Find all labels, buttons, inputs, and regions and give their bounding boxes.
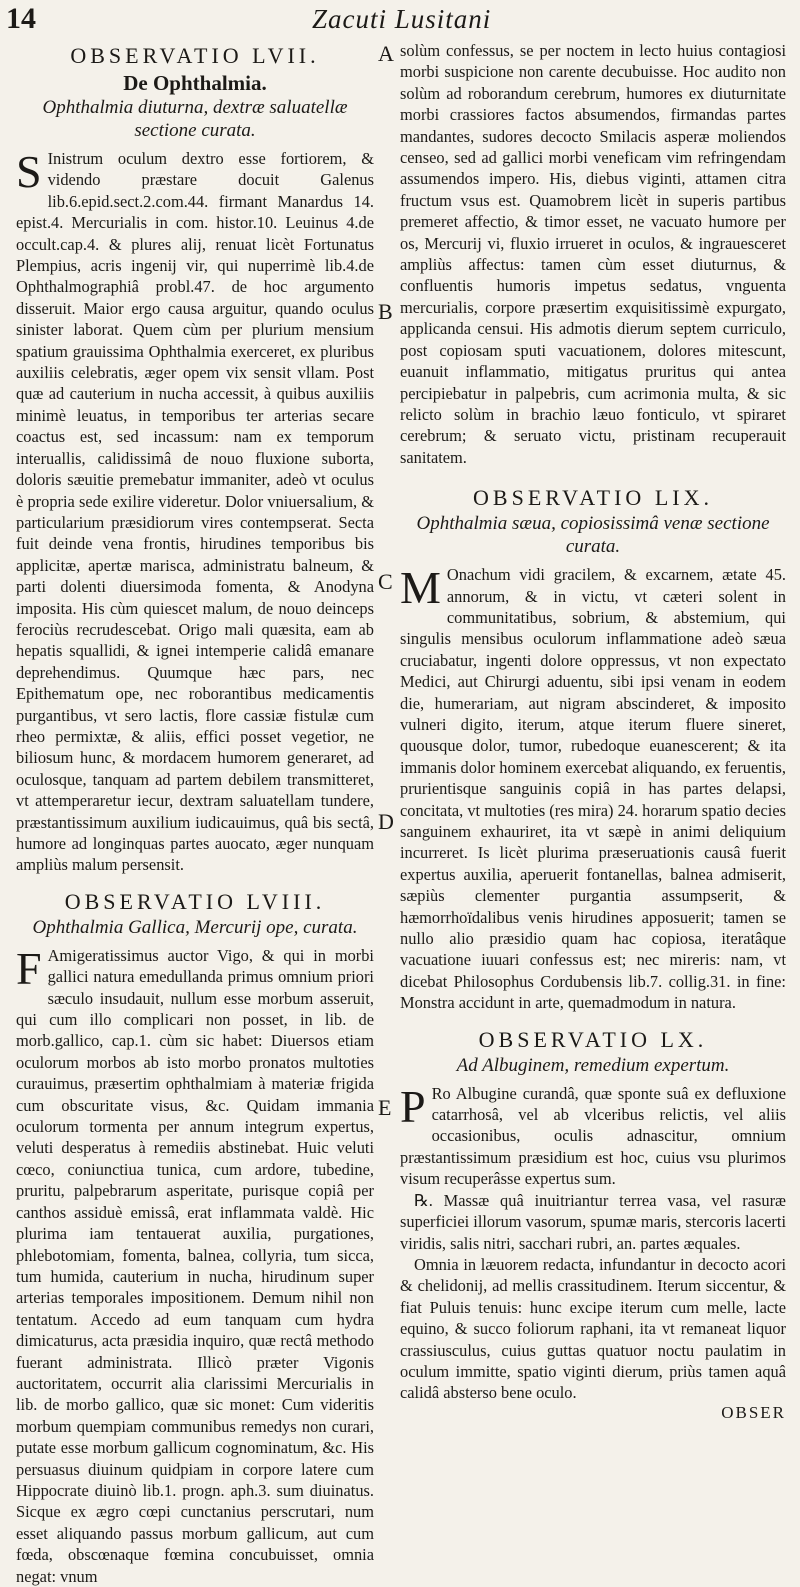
obs58-dropcap: F [16,942,42,994]
obs57-title: De Ophthalmia. [123,71,267,95]
obs60-recipe: ℞. Massæ quâ inuitriantur terrea vasa, vel rasuræ superficiei illorum vasorum, spumæ maris, stercoris lacerti viridis, salis nitri, sacchari rubri, an. partes æquales. [400,1190,786,1253]
obs59-heading: OBSERVATIO LIX. [473,485,713,511]
left-column [16,40,374,1586]
obs59-body [400,564,786,1014]
obs59-subtitle: Ophthalmia sæua, copiosissimâ venæ sectione curata. [416,513,770,558]
obs57-body [16,148,374,876]
margin-letter-d: D [378,809,394,834]
obs59-dropcap: M [400,562,441,614]
obs60-heading: OBSERVATIO LX. [478,1026,708,1052]
obs58-continuation: solùm confessus, se per noctem in lecto huius contagiosi morbi suspicione non carente decubuisse. Hoc audito non solùm ad roborandum cerebrum, humores ex diuturnitate morbi crassiores factos absumendos, firmandas partes mandantes, sudores decocto Smilacis asperæ moliendos censeo, sed ad gallici morbi veneficam vim refringendam assumendos impero. His, diebus viginti, attamen citra fructum vsus est. Quamobrem licèt in superis partibus premeret affectio, & timor esset, ne vacuato humore per os, Mercurij vi, fluxio irrueret in oculos, & ingrauesceret ampliùs affectus: tamen cùm esset diuturnus, & confluentis humoris impetus sedatus, vnguenta mercurialis, corpore præsertim exquisitissimè expurgato, applicanda censui. His admotis dierum septem curriculo, post copiosam sputi vacuationem, dolores mitescunt, euanuit inflammatio, mitigatus pruritus qui antea percipiebatur in palpebris, cum acrimonia multa, & sic relicto solùm in brachio læuo fonticulo, vt spiraret cerebrum; & seruato victu, pristinam recuperauit sanitatem. [400,41,786,467]
running-title: Zacuti Lusitani [312,4,492,34]
obs60-dropcap: P [400,1080,426,1132]
obs57-subtitle: Ophthalmia diuturna, dextræ saluatellæ sectione curata. [42,97,348,141]
running-head [0,0,800,42]
obs57-dropcap: S [16,146,42,197]
obs58-text: Amigeratissimus auctor Vigo, & qui in morbi gallici natura emedullanda primus omnium priori sæculo insudauit, nullum esse morbum asseruit, qui cum illo complicari non posset, in lib. de morb.gallico, cap.1. cùm sic habet: Diuersos etiam oculorum morbos ab isto morbo pronatos multoties curauimus, præsertim ophthalmiam à materiæ frigida cum obscuritate visus, &c. Quidam immania oculorum tormenta per annum integrum expertus, veluti desperatus à remediis abstinebat. Huic veluti cœco, coniunctiua tunica, cum ardore, tubedine, pruritu, palpebrarum asperitate, purisque copiâ per canthos assiduè emissâ, erat inflammata valdè. Hic plurima iam tentauerat auxilia, purgationes, phlebotomiam, fomenta, balnea, collyria, tum sicca, tum humida, cauterium in nucha, hirudinum super arterias temporales impositionem. Demum nihil non tentatum. Accedo ad eum tanquam cum hydra dimicaturus, acta præsidia inquiro, quæ rectâ methodo fuerant administrata. Illicò præter Vigonis auctoritatem, occurrit alia clarissimi Mercurialis in lib. de morbo gallico, quæ sic monet: Cum videritis morbum quempiam communibus remedys non curari, putate esse morbum gallicum cognominatum, &c. His persuasus diuinum quidpiam in corpore latere cum Hippocrate diuinò lib.1. progn. aph.3. sum diuinatus. Sicque ex ægro cœpi cunctanius perscrutari, num esset aliquando passus morbum gallicum, aut cum fœda, obscœnaque fœmina concubuisset, omnia negat: vnum [16,945,374,1586]
margin-letter-a: A [378,41,394,66]
right-column [400,40,786,1425]
margin-letter-c: C [378,569,393,594]
obs58-body [16,942,374,1587]
obs60-subtitle: Ad Albuginem, remedium expertum. [456,1054,730,1076]
margin-letter-b: B [378,299,393,324]
obs58-heading: OBSERVATIO LVIII. [64,888,326,914]
catchword: OBSER [721,1403,786,1422]
obs59-text: Onachum vidi gracilem, & excarnem, ætate 45. annorum, & in victu, vt cæteri solent in communitatibus, sobrium, & abstemium, qui singulis mensibus oculorum inflammatione adeò sæua cruciabatur, ingenti dolore oppressus, vt non expectato Medici, aut Chirurgi aduentu, sibi ipsi venam in eodem die, humerariam, aut nigram abscinderet, & imposito vulneri digito, iterum, atque iterum fluere sineret, quousque dolor, tumor, rubedoque euanescerent; & ita immanis dolor hominem exercebat aliquando, ex feruentis, prurientisque sanguinis copiâ in has partes delapsi, concitata, vt multoties (res mira) 24. horarum spatio decies sanguinem exhauriret, ita vt sæpè in animi deliquium incurreret. Is licèt plurima præseruationis causâ fuerit expertus auxilia, aperuerit fontanellas, balnea admiserit, sæpiùs clementer purgantia assumpserit, & hæmorrhoïdalibus venis hirudines apposuerit; tamen se nullo alio præsidio quam hac copiosa, iteratâque vacuatione iuuari confessus est; nec mireris: nam, vt dicebat Philosophus Cordubensis lib.7. collig.31. in fine: Monstra accidunt in arte, quemadmodum in natura. [400,565,786,1013]
obs60-body [400,1080,786,1190]
obs60-preparation: Omnia in læuorem redacta, infundantur in decocto acori & chelidonij, ad mellis crassitudinem. Iterum siccentur, & fiat Puluis tenuis: hunc excipe iterum cum melle, lacte equino, & succo foliorum raphani, ita vt remaneat liquor crassiusculus, cuius guttas quatuor noctu paulatim in oculum immitte, spatio viginti dierum, priùs tamen aquâ calidâ absterso bene oculo. [400,1254,786,1403]
obs57-heading: OBSERVATIO LVII. [70,43,320,68]
obs60-text: Ro Albugine curandâ, quæ sponte suâ ex defluxione catarrhosâ, vel ab vlceribus relictis, vel aliis occasionibus, oculis adnascitur, omnium præstantissimum præsidium est hoc, cuius vsu plurimos visum recuperâsse expertus sum. [400,1083,786,1189]
obs57-text: Inistrum oculum dextro esse fortiorem, & videndo præstare docuit Galenus lib.6.epid.sect.2.com.44. firmant Manardus 14. epist.4. Mercurialis in com. histor.10. Leuinus 4.de occult.cap.4. & plures alij, renuat licèt Fortunatus Plempius, acris ingenij vir, qui nuperrimè lib.4.de Ophthalmographiâ probl.47. de hoc argumento disseruit. Maior ergo causa arguitur, quando oculus sinister laborat. Quem cùm per plurium mensium spatium grauissima Ophthalmia exerceret, ex pluribus auxiliis celebratis, æger opem vix sensit vllam. Post quæ ad cauterium in nucha accessit, à quibus auxiliis minimè leuatus, in temporibus ter arterias secare coactus est, sed incassum: nam ex temporum interuallis, calidissimâ de nouo fluxione suborta, doloris sæuitie premebatur immaniter, adeò vt oculus è propria sede exilire videretur. Dolor vniuersalium, & particularium præsidiorum vires contempserat. Secta fuit deinde vena frontis, hirudines temporibus bis applicitæ, apertæ marisca, administratu balneum, & parti dolenti diuersimoda fomenta, & Anodyna imposita. His cùm quiescet malum, de nouo deinceps ferociùs recrudescebat. Origo mali quæsita, eam ab hepatis squallidi, & ignei intemperie calidâ emanare deprehendimus. Quumque hæc pars, nec Epithematum ope, nec roborantibus medicamentis purgantibus, vt sero lactis, flore cassiæ fistulæ cum rheo permixtæ, & aliis, effici posset vegetior, ne biliosum hunc, & mordacem humorem generaret, ad oculosque, tanquam ad partem debilem transmitteret, vt attemperaretur iecur, dextram saluatellam tundere, præstantissimum auxilium iudicauimus, quâ bis sectâ, humore ad longinquas partes auocato, æger nunquam ampliùs malum persensit. [16,149,374,875]
page-number: 14 [6,2,36,35]
obs58-subtitle: Ophthalmia Gallica, Mercurij ope, curata. [32,916,358,938]
margin-letter-e: E [378,1095,392,1120]
